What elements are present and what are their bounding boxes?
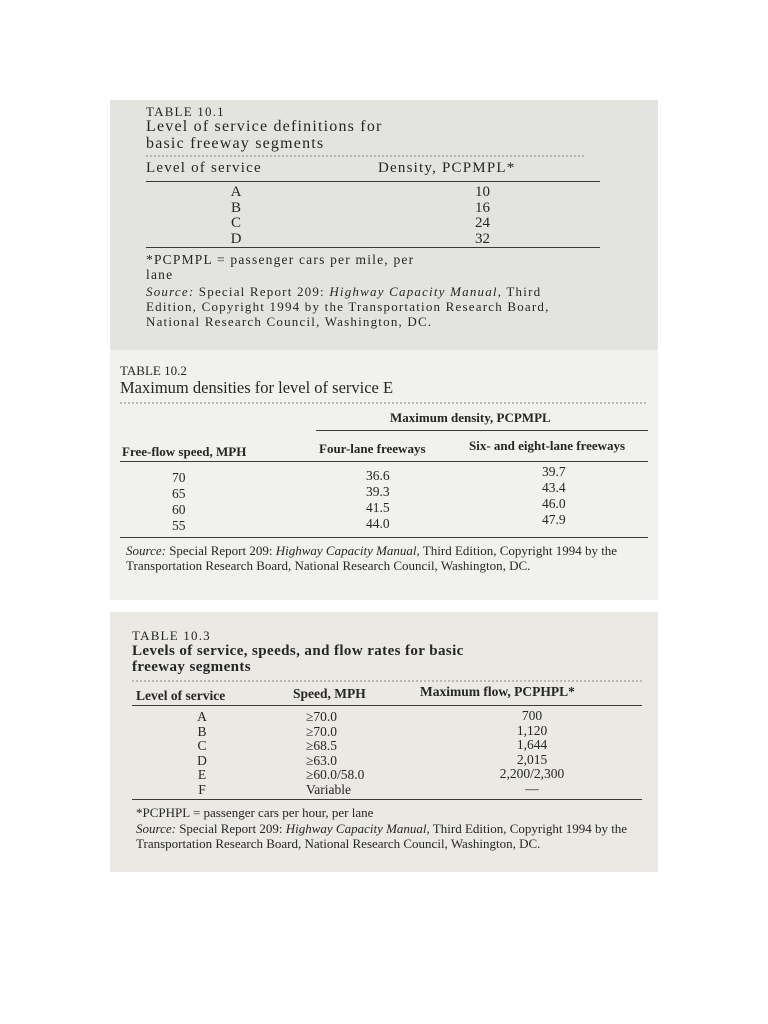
table-cell: 2,015 — [516, 751, 548, 767]
table-cell: Variable — [306, 781, 351, 797]
table-cell: E — [197, 767, 207, 782]
header-divider — [120, 402, 648, 404]
table-cell: ≥70.0 — [306, 723, 338, 739]
density-column — [475, 185, 490, 247]
table-cell: 41.5 — [366, 500, 390, 515]
table-cell: 60 — [172, 502, 186, 517]
table-10-1-photo — [110, 100, 658, 350]
table-10-3-photo — [110, 612, 658, 872]
table-cell: 70 — [172, 470, 186, 485]
table-cell: D — [230, 230, 242, 247]
column-header-level-of-service: Level of service — [136, 688, 226, 703]
table-cell: ≥63.0 — [306, 752, 338, 768]
table-cell: B — [230, 199, 241, 216]
header-rule — [120, 461, 648, 462]
column-header-maximum-flow: Maximum flow, PCPHPL* — [420, 684, 575, 699]
table-cell: A — [230, 184, 242, 200]
header-rule — [132, 705, 642, 706]
table-cell: 43.4 — [542, 480, 566, 495]
four-lane-column — [366, 468, 390, 532]
level-column — [192, 710, 212, 797]
column-header-free-flow-speed: Free-flow speed, MPH — [122, 444, 247, 459]
table-cell: F — [198, 781, 206, 797]
table-cell: ≥68.5 — [306, 738, 338, 753]
max-flow-column — [472, 709, 592, 796]
table-cell: C — [230, 215, 241, 231]
table-cell: 1,120 — [516, 722, 548, 738]
table-cell: 36.6 — [366, 468, 390, 483]
column-header-six-eight-lane: Six- and eight-lane freeways — [469, 438, 626, 453]
table-cell: ≥60.0/58.0 — [306, 767, 365, 782]
table-cell: 1,644 — [516, 737, 548, 752]
table-cell: 32 — [475, 230, 490, 247]
table-title: Levels of service, speeds, and flow rates for basic freeway segments — [132, 643, 464, 675]
table-cell: D — [197, 752, 207, 768]
speed-column — [172, 470, 186, 534]
table-cell: 55 — [172, 518, 186, 533]
column-header-four-lane: Four-lane freeways — [319, 441, 426, 456]
group-header-rule — [316, 430, 648, 431]
level-column — [220, 185, 252, 247]
header-divider — [146, 155, 586, 157]
column-header-level-of-service: Level of service — [146, 160, 262, 176]
table-title: Maximum densities for level of service E — [120, 378, 394, 397]
table-cell: 10 — [475, 184, 490, 200]
source-note: Source: Special Report 209: Highway Capacity Manual, Third Edition, Copyright 1994 by the Transportation Research Board, National Research Council, Washington, DC. — [126, 543, 618, 573]
table-cell: 2,200/2,300 — [499, 766, 565, 781]
table-label: TABLE 10.1 — [146, 104, 225, 119]
column-header-density: Density, PCPMPL* — [378, 160, 516, 176]
source-note: Source: Special Report 209: Highway Capacity Manual, Third Edition, Copyright 1994 by the Transportation Research Board, National Research Council, Washington, DC. — [146, 284, 550, 329]
table-label: TABLE 10.2 — [120, 363, 187, 378]
table-cell: 16 — [475, 199, 490, 216]
table-cell: ≥70.0 — [306, 709, 338, 724]
column-header-speed: Speed, MPH — [293, 686, 366, 701]
header-rule — [146, 181, 600, 182]
table-cell: 39.3 — [366, 484, 390, 499]
table-10-2-photo — [110, 350, 658, 600]
six-eight-lane-column — [542, 464, 566, 528]
bottom-rule — [132, 799, 642, 800]
bottom-rule — [146, 247, 600, 248]
table-cell: 24 — [475, 215, 490, 231]
footnote: *PCPHPL = passenger cars per hour, per lane — [136, 805, 374, 820]
table-cell: 46.0 — [542, 496, 566, 511]
table-cell: 47.9 — [542, 512, 566, 527]
table-cell: — — [525, 780, 539, 796]
table-cell: 700 — [521, 708, 543, 723]
group-header: Maximum density, PCPMPL — [390, 410, 551, 425]
source-note: Source: Special Report 209: Highway Capacity Manual, Third Edition, Copyright 1994 by the Transportation Research Board, National Research Council, Washington, DC. — [136, 821, 628, 851]
bottom-rule — [120, 537, 648, 538]
header-divider — [132, 680, 642, 682]
table-cell: B — [197, 723, 207, 739]
table-title: Level of service definitions for basic freeway segments — [146, 118, 383, 152]
table-cell: 44.0 — [366, 516, 390, 531]
table-label: TABLE 10.3 — [132, 628, 211, 643]
table-cell: C — [197, 738, 207, 753]
footnote: *PCPMPL = passenger cars per mile, per lane — [146, 252, 415, 282]
speed-column — [306, 710, 364, 797]
table-cell: 65 — [172, 486, 186, 501]
table-cell: 39.7 — [542, 464, 566, 479]
table-cell: A — [197, 709, 207, 724]
